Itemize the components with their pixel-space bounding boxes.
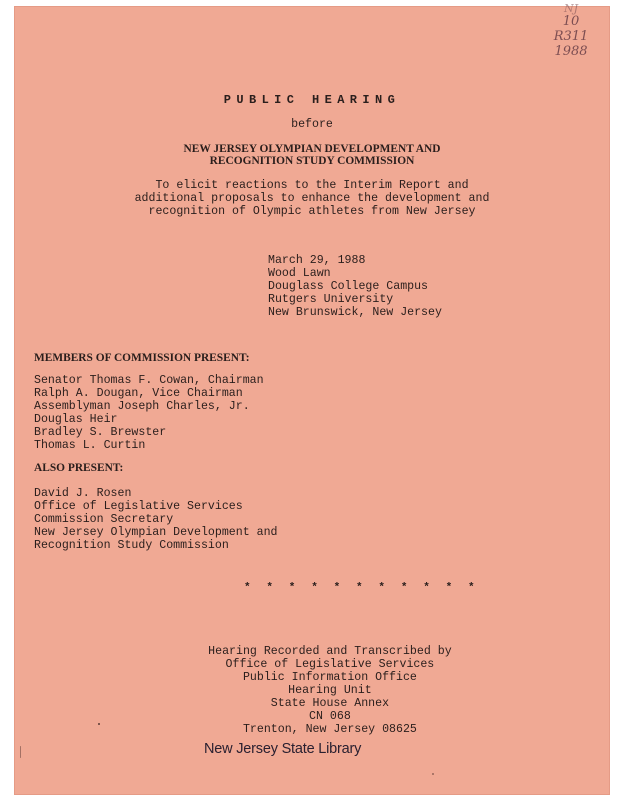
member-name: Senator Thomas F. Cowan, Chairman	[34, 374, 264, 387]
document-title: PUBLIC HEARING	[223, 93, 401, 107]
also-present-line: David J. Rosen	[34, 487, 132, 500]
purpose-line-2: additional proposals to enhance the development and	[134, 192, 490, 205]
paper-mark	[20, 746, 21, 758]
footer-text: Public Information Office	[242, 670, 417, 684]
member-name: Assemblyman Joseph Charles, Jr.	[34, 400, 250, 413]
commission-name-line-1: NEW JERSEY OLYMPIAN DEVELOPMENT AND	[183, 143, 441, 155]
footer-text: State House Annex	[270, 696, 390, 710]
also-present-line: Commission Secretary	[34, 513, 174, 526]
hearing-location-line: Douglass College Campus	[268, 280, 429, 293]
handwritten-line: 10	[562, 14, 580, 29]
commission-name-line-2: RECOGNITION STUDY COMMISSION	[209, 155, 415, 167]
hearing-location-line: New Brunswick, New Jersey	[268, 306, 442, 319]
footer-text: CN 068	[309, 709, 351, 723]
member-name: Ralph A. Dougan, Vice Chairman	[34, 387, 243, 400]
also-present-heading: ALSO PRESENT:	[34, 462, 124, 474]
also-present-line: Recognition Study Commission	[34, 539, 229, 552]
paper-speck	[98, 723, 100, 725]
footer-text: Hearing Unit	[288, 683, 372, 697]
handwritten-line: NJ	[563, 2, 579, 15]
footer-text: Trenton, New Jersey 08625	[242, 722, 417, 736]
section-separator: * * * * * * * * * * *	[244, 582, 480, 594]
also-present-line: New Jersey Olympian Development and	[34, 526, 278, 539]
footer-text: Hearing Recorded and Transcribed by	[208, 644, 452, 658]
footer-text: Office of Legislative Services	[225, 657, 435, 671]
before-text: before	[291, 118, 333, 131]
hearing-date: March 29, 1988	[268, 254, 366, 267]
document-page	[14, 2, 610, 795]
members-heading: MEMBERS OF COMMISSION PRESENT:	[34, 352, 250, 364]
handwritten-call-number	[536, 4, 606, 59]
member-name: Douglas Heir	[34, 413, 118, 426]
purpose-line-1: To elicit reactions to the Interim Report and	[155, 179, 469, 192]
handwritten-line: R311	[553, 29, 589, 44]
hearing-location-line: Wood Lawn	[268, 267, 331, 280]
purpose-line-3: recognition of Olympic athletes from New Jersey	[148, 205, 476, 218]
paper-speck	[432, 773, 434, 775]
handwritten-line: 1988	[554, 44, 588, 59]
library-stamp: New Jersey State Library	[204, 741, 362, 757]
also-present-line: Office of Legislative Services	[34, 500, 243, 513]
member-name: Bradley S. Brewster	[34, 426, 167, 439]
hearing-location-line: Rutgers University	[268, 293, 394, 306]
member-name: Thomas L. Curtin	[34, 439, 146, 452]
